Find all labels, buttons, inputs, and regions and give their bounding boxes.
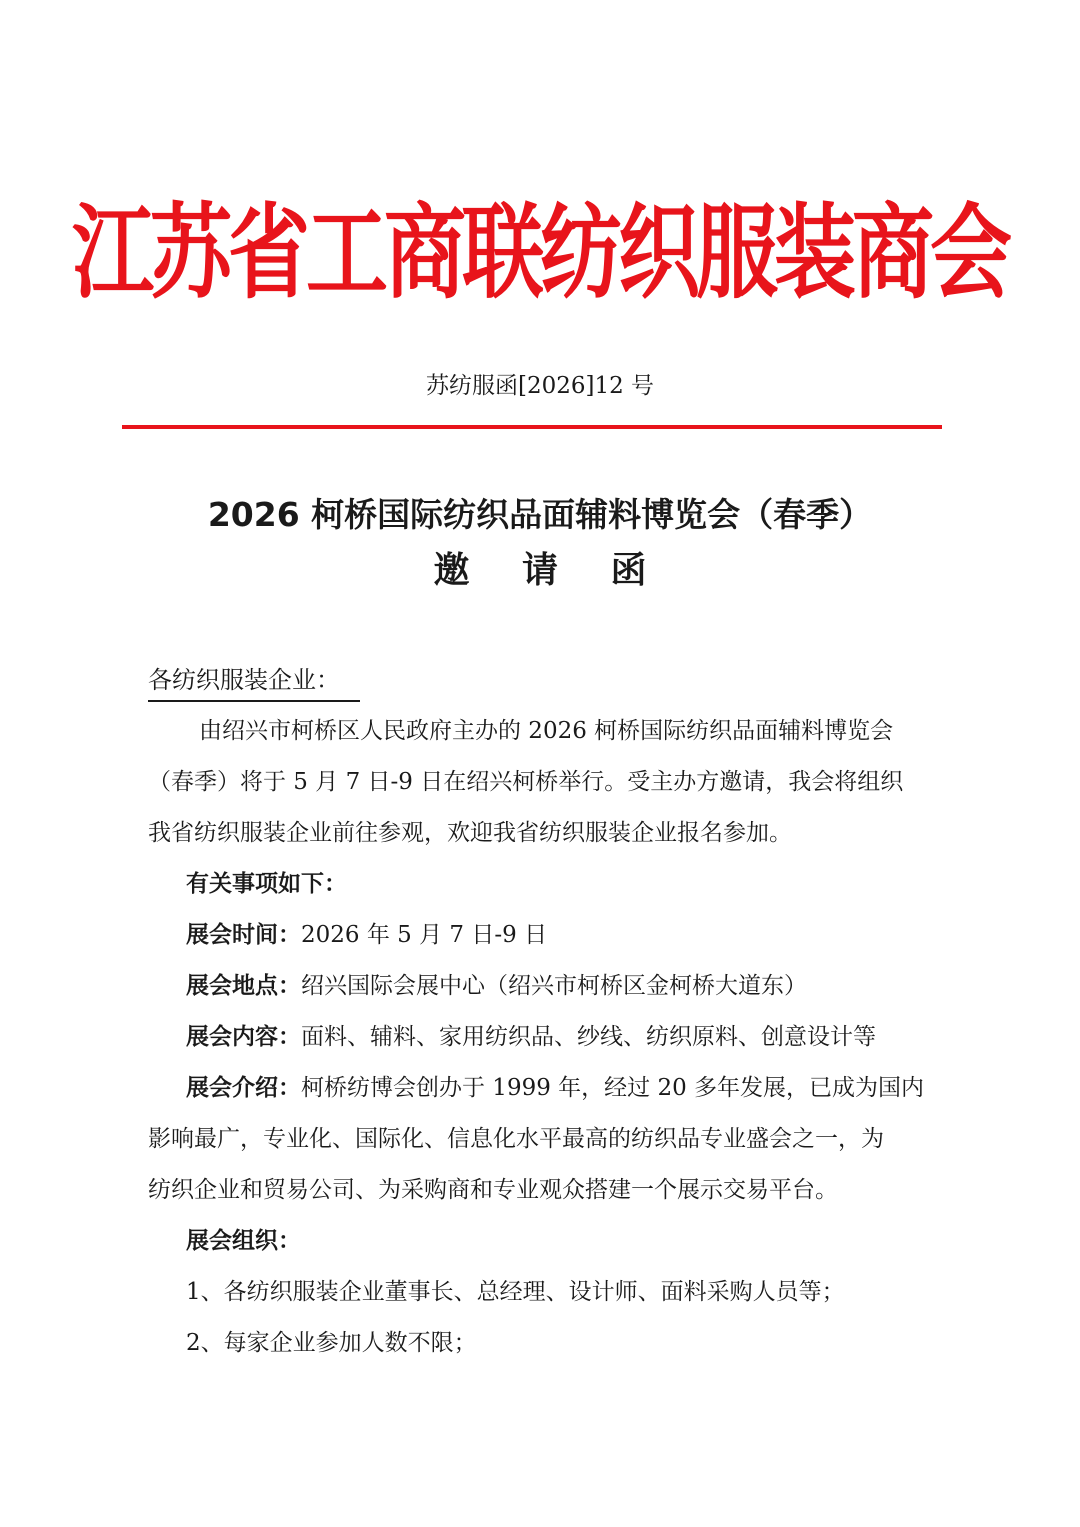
detail-time bbox=[186, 915, 547, 955]
detail-place-label: 展会地点： bbox=[186, 973, 301, 999]
organization-heading: 展会组织： bbox=[186, 1228, 301, 1254]
detail-intro bbox=[186, 1068, 924, 1108]
detail-intro-line-2: 影响最广，专业化、国际化、信息化水平最高的纺织品专业盛会之一，为 bbox=[148, 1126, 884, 1152]
detail-time-value: 2026 年 5 月 7 日-9 日 bbox=[301, 922, 548, 948]
detail-place bbox=[186, 966, 807, 1006]
intro-line-3: 我省纺织服装企业前往参观，欢迎我省纺织服装企业报名参加。 bbox=[148, 820, 792, 846]
intro-line-1: 由绍兴市柯桥区人民政府主办的 2026 柯桥国际纺织品面辅料博览会 bbox=[199, 718, 894, 744]
page-subtitle: 邀 请 函 bbox=[433, 550, 667, 591]
detail-intro-value-line-1: 柯桥纺博会创办于 1999 年，经过 20 多年发展，已成为国内 bbox=[301, 1075, 925, 1101]
organization-item-1: 1、各纺织服装企业董事长、总经理、设计师、面料采购人员等； bbox=[186, 1279, 845, 1305]
detail-intro-line-3: 纺织企业和贸易公司、为采购商和专业观众搭建一个展示交易平台。 bbox=[148, 1177, 838, 1203]
letterhead-org-name: 江苏省工商联纺织服装商会 bbox=[71, 193, 1008, 313]
detail-place-value: 绍兴国际会展中心（绍兴市柯桥区金柯桥大道东） bbox=[301, 973, 807, 999]
detail-content-value: 面料、辅料、家用纺织品、纱线、纺织原料、创意设计等 bbox=[301, 1024, 876, 1050]
intro-line-2: （春季）将于 5 月 7 日-9 日在绍兴柯桥举行。受主办方邀请，我会将组织 bbox=[148, 769, 904, 795]
detail-content-label: 展会内容： bbox=[186, 1024, 301, 1050]
detail-intro-label: 展会介绍： bbox=[186, 1075, 301, 1101]
matters-heading: 有关事项如下： bbox=[186, 871, 347, 897]
document-number: 苏纺服函[2026]12 号 bbox=[425, 373, 655, 399]
detail-content bbox=[186, 1017, 876, 1057]
letterhead-divider bbox=[122, 425, 942, 429]
detail-time-label: 展会时间： bbox=[186, 922, 301, 948]
salutation: 各纺织服装企业： bbox=[148, 660, 360, 702]
organization-item-2: 2、每家企业参加人数不限； bbox=[186, 1330, 477, 1356]
page-title: 2026 柯桥国际纺织品面辅料博览会（春季） bbox=[207, 495, 873, 534]
